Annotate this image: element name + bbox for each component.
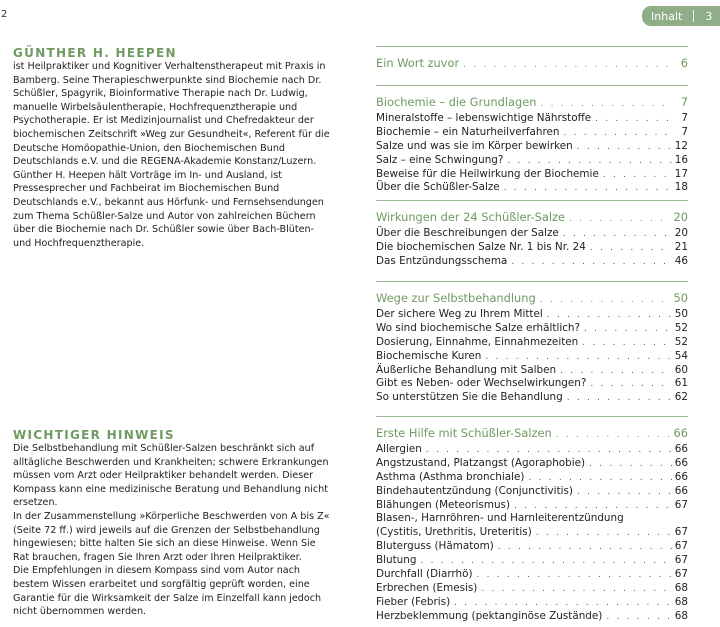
toc-entry-label: Gibt es Neben- oder Wechselwirkungen?: [376, 377, 587, 390]
note-paragraph: Die Selbstbehandlung mit Schüßler-Salzen beschränkt sich auf alltägliche Beschwerden und Krankheiten; schwere Erkrankungen müssen vom Arzt oder Heilpraktiker behandelt werden. Dieser Kompass kann eine medizinische Beratung und Behandlung nicht ersetzen.: [13, 443, 329, 509]
toc-page: 21: [674, 240, 688, 253]
toc-page: 17: [674, 167, 688, 180]
toc-entry[interactable]: [376, 322, 688, 336]
toc-page: 67: [674, 498, 688, 511]
section-rule: [376, 416, 688, 417]
note-paragraph: Die Empfehlungen in diesem Kompass sind vom Autor nach bestem Wissen erarbeitet und sorgfältig geprüft worden, eine Garantie für die Wirksamkeit der Salze im Einzelfall kann jedoch nicht übernommen werden.: [13, 565, 322, 618]
toc-page: 20: [673, 210, 688, 224]
leader-dots: [540, 295, 671, 305]
toc-entries: [376, 540, 688, 623]
toc-page: 20: [674, 227, 688, 239]
leader-dots: [560, 366, 672, 376]
toc-section-label: Wege zur Selbstbehandlung: [376, 291, 536, 305]
leader-dots: [511, 257, 671, 267]
leader-dots: [463, 60, 673, 70]
toc-entry-label: Biochemische Kuren: [376, 349, 482, 362]
toc-entry-label: Über die Beschreibungen der Salze: [376, 227, 559, 239]
toc-page: 66: [674, 470, 688, 483]
section-rule: [376, 200, 688, 201]
section-rule: [376, 46, 688, 47]
leader-dots: [564, 128, 673, 138]
toc-page: 62: [674, 391, 688, 404]
toc-page: 66: [674, 456, 688, 469]
leader-dots: [504, 183, 672, 193]
toc-entry-label: Angstzustand, Platzangst (Agoraphobie): [376, 456, 586, 469]
toc-entry-label: Durchfall (Diarrhö): [376, 568, 473, 581]
toc-section-title[interactable]: [376, 210, 688, 227]
toc-entry[interactable]: [376, 596, 688, 610]
toc-entry[interactable]: [376, 540, 688, 554]
leader-dots: [569, 214, 671, 224]
toc-page: 67: [674, 526, 688, 539]
toc-entry-label: Die biochemischen Salze Nr. 1 bis Nr. 24: [376, 240, 586, 253]
toc-entry-label: Der sichere Weg zu Ihrem Mittel: [376, 308, 543, 320]
toc-page: 7: [681, 125, 688, 138]
toc-page: 50: [674, 308, 688, 320]
toc-entry-label: Bindehautentzündung (Conjunctivitis): [376, 484, 573, 497]
toc-page: 61: [674, 377, 688, 390]
toc-entry-label: Fieber (Febris): [376, 595, 451, 608]
toc-entry[interactable]: [376, 227, 688, 241]
toc-entry[interactable]: [376, 499, 688, 513]
important-note: [13, 428, 331, 619]
toc-entry-label: Beweise für die Heilwirkung der Biochemie: [376, 167, 599, 180]
toc-entry[interactable]: [376, 485, 688, 499]
toc-entry[interactable]: [376, 181, 688, 195]
toc-page: 50: [673, 291, 688, 305]
toc-entries: [376, 443, 688, 512]
toc-entry-label: Das Entzündungsschema: [376, 254, 508, 267]
leader-dots: [514, 501, 672, 511]
leader-dots: [420, 556, 671, 566]
toc-entry-label: So unterstützen Sie die Behandlung: [376, 391, 563, 404]
toc-entry[interactable]: [376, 168, 688, 182]
toc-entry-label: Mineralstoffe – lebenswichtige Nährstoffe: [376, 112, 592, 124]
toc-page: 46: [674, 254, 688, 267]
leader-dots: [590, 243, 672, 253]
toc-entry[interactable]: [376, 457, 688, 471]
leader-dots: [577, 487, 672, 497]
leader-dots: [584, 324, 672, 334]
leader-dots: [563, 229, 672, 239]
toc-entry[interactable]: [376, 364, 688, 378]
toc-section-title[interactable]: [376, 56, 688, 73]
toc-section-label: Wirkungen der 24 Schüßler-Salze: [376, 210, 565, 224]
toc-page: 18: [674, 181, 688, 194]
toc-page: 16: [674, 153, 688, 166]
toc-entry[interactable]: [376, 512, 688, 540]
toc-entry[interactable]: [376, 610, 688, 624]
toc-section-label: Biochemie – die Grundlagen: [376, 95, 537, 109]
toc-page: 54: [674, 349, 688, 362]
toc-page: 68: [674, 595, 688, 608]
toc-entry[interactable]: [376, 255, 688, 269]
leader-dots: [485, 352, 671, 362]
toc-entry-label: Blähungen (Meteorismus): [376, 498, 510, 511]
toc-entry-label: Wo sind biochemische Salze erhältlich?: [376, 321, 581, 334]
toc-entry-label: Äußerliche Behandlung mit Salben: [376, 363, 557, 376]
chapter-tab: [642, 6, 720, 26]
toc-page: 7: [681, 112, 688, 124]
leader-dots: [498, 542, 672, 552]
toc-page: 12: [674, 139, 688, 152]
toc-entry-label: Über die Schüßler-Salze: [376, 181, 500, 194]
toc-entry-label: Salz – eine Schwingung?: [376, 153, 504, 166]
toc-entry[interactable]: [376, 554, 688, 568]
section-rule: [376, 85, 688, 86]
toc-entry-label: Blutung: [376, 554, 417, 567]
toc-entry-label: Bluterguss (Hämatom): [376, 540, 494, 553]
toc-entry-label: Herzbeklemmung (pektanginöse Zustände): [376, 609, 603, 622]
leader-dots: [606, 612, 671, 622]
author-bio: [13, 46, 331, 250]
leader-dots: [582, 338, 671, 348]
toc-entry[interactable]: [376, 471, 688, 485]
toc-page: 52: [674, 335, 688, 348]
leader-dots: [454, 598, 672, 608]
leader-dots: [481, 584, 671, 594]
toc-entry-label: Dosierung, Einnahme, Einnahmezeiten: [376, 335, 579, 348]
toc-entry[interactable]: [376, 154, 688, 168]
toc-entries: [376, 112, 688, 195]
page-number-left: 2: [1, 9, 8, 20]
author-heading: GÜNTHER H. HEEPEN: [13, 46, 177, 60]
leader-dots: [426, 445, 672, 455]
toc-entries: [376, 227, 688, 269]
leader-dots: [507, 156, 671, 166]
leader-dots: [589, 459, 672, 469]
leader-dots: [567, 393, 672, 403]
toc-entry[interactable]: [376, 377, 688, 391]
toc-section-intro: [376, 46, 688, 73]
toc-section-basics: [376, 85, 688, 195]
author-text: ist Heilpraktiker und Kognitiver Verhaltenstherapeut mit Praxis in Bamberg. Seine Therapieschwerpunkte sind Biochemie nach Dr. Schüßler, Spagyrik, Bioinformative Therapie nach Dr. Ludwig, manuelle Wirbelsäulentherapie, Hochfrequenztherapie und Psychotherapie. Er ist Medizinjournalist und Chefredakteur der biochemischen Zeitschrift »Weg zur Gesundheit«, Referent für die Deutsche Homöopathie-Union, den Biochemischen Bund Deutschlands e.V. und die REGENA-Akademie Konstanz/Luzern. Günther H. Heepen hält Vorträge im In- und Ausland, ist Pressesprecher und Fachbeirat im Biochemischen Bund Deutschlands e.V., bekannt aus Hörfunk- und Fernsehsendungen zum Thema Schüßler-Salze und Autor von zahlreichen Büchern über die Biochemie nach Dr. Schüßler sowie über Bach-Blüten- und Hochfrequenztherapie.: [13, 61, 330, 249]
toc-entry[interactable]: [376, 443, 688, 457]
toc-entry-label: Biochemie – ein Naturheilverfahren: [376, 125, 560, 138]
leader-dots: [556, 430, 671, 440]
toc-page: 66: [673, 426, 688, 440]
toc-section-title[interactable]: [376, 426, 688, 443]
page-number-right: 3: [705, 9, 713, 23]
toc-entry[interactable]: [376, 582, 688, 596]
toc-entry-label: Salze und was sie im Körper bewirken: [376, 139, 573, 152]
toc-entry-label: Blasen-, Harnröhren- und Harnleiterentzündung: [376, 512, 624, 525]
leader-dots: [590, 379, 671, 389]
toc-section-title[interactable]: [376, 95, 688, 112]
toc-page: 68: [674, 609, 688, 622]
toc-entry[interactable]: [376, 568, 688, 582]
toc-page: 66: [674, 443, 688, 455]
leader-dots: [540, 99, 673, 109]
toc-section-label: Erste Hilfe mit Schüßler-Salzen: [376, 426, 552, 440]
leader-dots: [595, 114, 673, 124]
toc-section-self-treatment: [376, 281, 688, 405]
leader-dots: [528, 473, 671, 483]
toc-page: 6: [680, 56, 688, 70]
toc-entry-label: (Cystitis, Urethritis, Ureteritis): [376, 526, 532, 539]
toc-section-effects: [376, 200, 688, 269]
toc-page: 52: [674, 321, 688, 334]
toc-entry[interactable]: [376, 140, 688, 154]
toc-entry[interactable]: [376, 391, 688, 405]
toc-page: 68: [674, 581, 688, 594]
leader-dots: [536, 527, 672, 541]
chapter-tab-label: Inhalt: [651, 9, 683, 23]
section-rule: [376, 281, 688, 282]
toc-entry[interactable]: [376, 241, 688, 255]
note-paragraph: In der Zusammenstellung »Körperliche Beschwerden von A bis Z« (Seite 72 ff.) wird jeweils auf die Grenzen der Selbstbehandlung hingewiesen; bitte halten Sie sich an diese Hinweise. Wenn Sie Rat brauchen, fragen Sie Ihren Arzt oder Ihren Heilpraktiker.: [13, 510, 330, 563]
toc-entry-label: Allergien: [376, 443, 422, 455]
toc-section-first-aid: [376, 416, 688, 624]
toc-entry[interactable]: [376, 126, 688, 140]
toc-entry[interactable]: [376, 112, 688, 126]
toc-page: 67: [674, 554, 688, 567]
leader-dots: [477, 570, 672, 580]
toc-page: 7: [680, 95, 688, 109]
tab-divider: [693, 10, 694, 22]
toc-page: 66: [674, 484, 688, 497]
leader-dots: [547, 310, 672, 320]
toc-section-title[interactable]: [376, 291, 688, 308]
note-heading: WICHTIGER HINWEIS: [13, 428, 175, 442]
toc-entry[interactable]: [376, 336, 688, 350]
toc-page: 67: [674, 540, 688, 553]
toc-entry[interactable]: [376, 308, 688, 322]
toc-entry-label: Erbrechen (Emesis): [376, 581, 478, 594]
leader-dots: [577, 142, 672, 152]
leader-dots: [603, 170, 672, 180]
toc-entries: [376, 308, 688, 405]
toc-entry[interactable]: [376, 350, 688, 364]
toc-page: 67: [674, 568, 688, 581]
toc-entry-label: Asthma (Asthma bronchiale): [376, 470, 525, 483]
toc-section-label: Ein Wort zuvor: [376, 56, 460, 70]
toc-page: 60: [674, 363, 688, 376]
